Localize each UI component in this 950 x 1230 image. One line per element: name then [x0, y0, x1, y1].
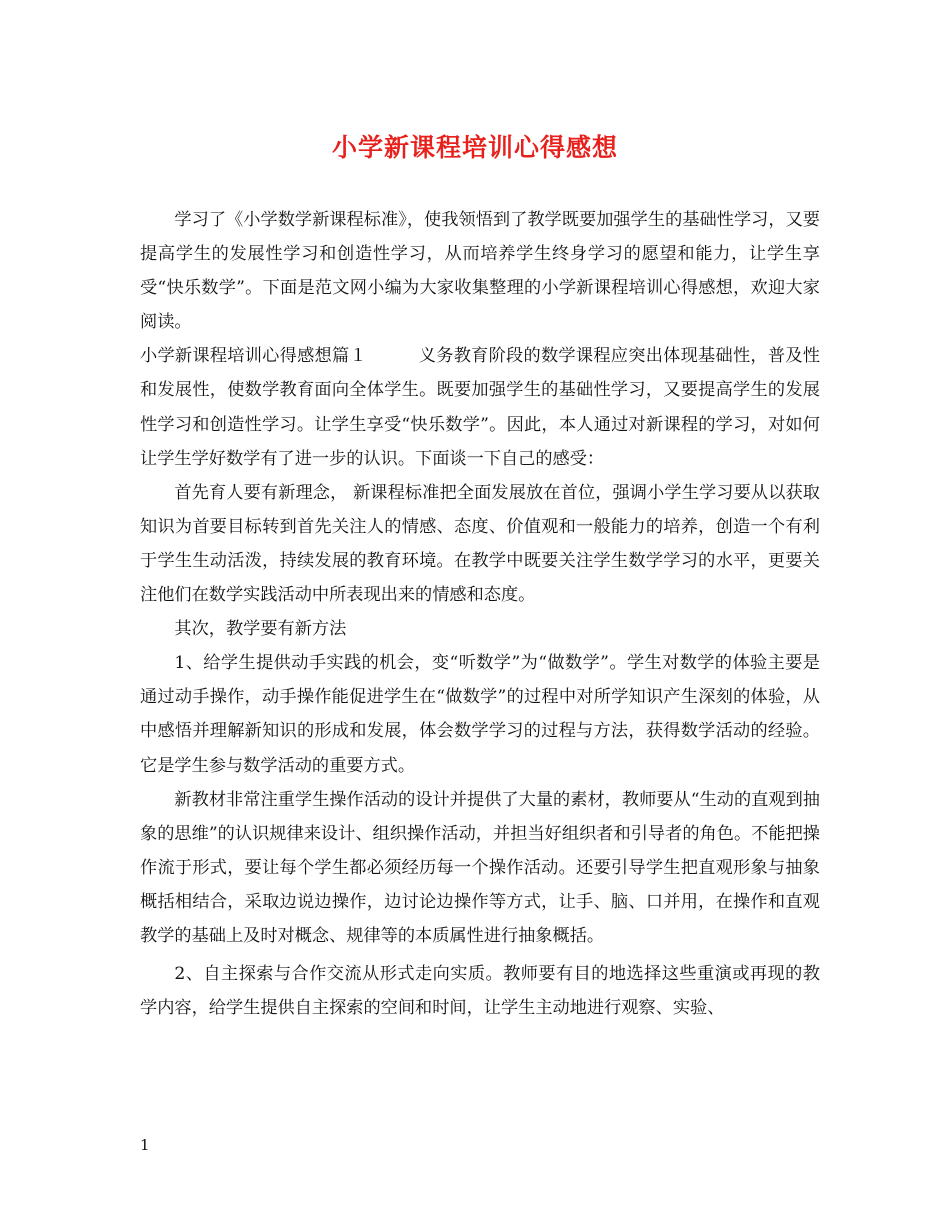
- paragraph-textbook-operations: 新教材非常注重学生操作活动的设计并提供了大量的素材，教师要从“生动的直观到抽象的思维”的认识规律来设计、组织操作活动，并担当好组织者和引导者的角色。不能把操作流于形式，要让每个学生都必须经历每一个操作活动。还要引导学生把直观形象与抽象概括相结合，采取边说边操作，边讨论边操作等方式，让手、脑、口并用，在操作和直观教学的基础上及时对概念、规律等的本质属性进行抽象概括。: [140, 789, 820, 946]
- intro-paragraph: 学习了《小学数学新课程标准》，使我领悟到了教学既要加强学生的基础性学习，又要提高学生的发展性学习和创造性学习，从而培养学生终身学习的愿望和能力，让学生享受“快乐数学”。下面是范文网小编为大家收集整理的小学新课程培训心得感想，欢迎大家阅读。: [140, 210, 820, 333]
- section-body: 义务教育阶段的数学课程应突出体现基础性，普及性和发展性，使数学教育面向全体学生。既要加强学生的基础性学习，又要提高学生的发展性学习和创造性学习。让学生享受“快乐数学”。因此，本人通过对新课程的学习，对如何让学生学好数学有了进一步的认识。下面谈一下自己的感受：: [140, 346, 820, 469]
- document-body: [140, 203, 820, 1025]
- paragraph-new-method-heading: 其次，教学要有新方法: [174, 619, 347, 640]
- paragraph-hands-on: 1、给学生提供动手实践的机会，变“听数学”为“做数学”。学生对数学的体验主要是通过动手操作，动手操作能促进学生在“做数学”的过程中对所学知识产生深刻的体验，从中感悟并理解新知识的形成和发展，体会数学学习的过程与方法，获得数学活动的经验。它是学生参与数学活动的重要方式。: [140, 653, 820, 776]
- paragraph-new-concept: 首先育人要有新理念， 新课程标准把全面发展放在首位，强调小学生学习要从以获取知识为首要目标转到首先关注人的情感、态度、价值观和一般能力的培养，创造一个有利于学生生动活泼，持续发展的教育环境。在教学中既要关注学生数学学习的水平，更要关注他们在数学实践活动中所表现出来的情感和态度。: [140, 482, 820, 606]
- section-paragraph: [140, 339, 820, 475]
- page-number: 1: [140, 1136, 150, 1154]
- section-heading: 小学新课程培训心得感想篇１: [140, 346, 367, 367]
- page-title: 小学新课程培训心得感想: [331, 133, 618, 162]
- paragraph-self-exploration: 2、自主探索与合作交流从形式走向实质。教师要有目的地选择这些重演或再现的教学内容，给学生提供自主探索的空间和时间，让学生主动地进行观察、实验、: [140, 964, 820, 1019]
